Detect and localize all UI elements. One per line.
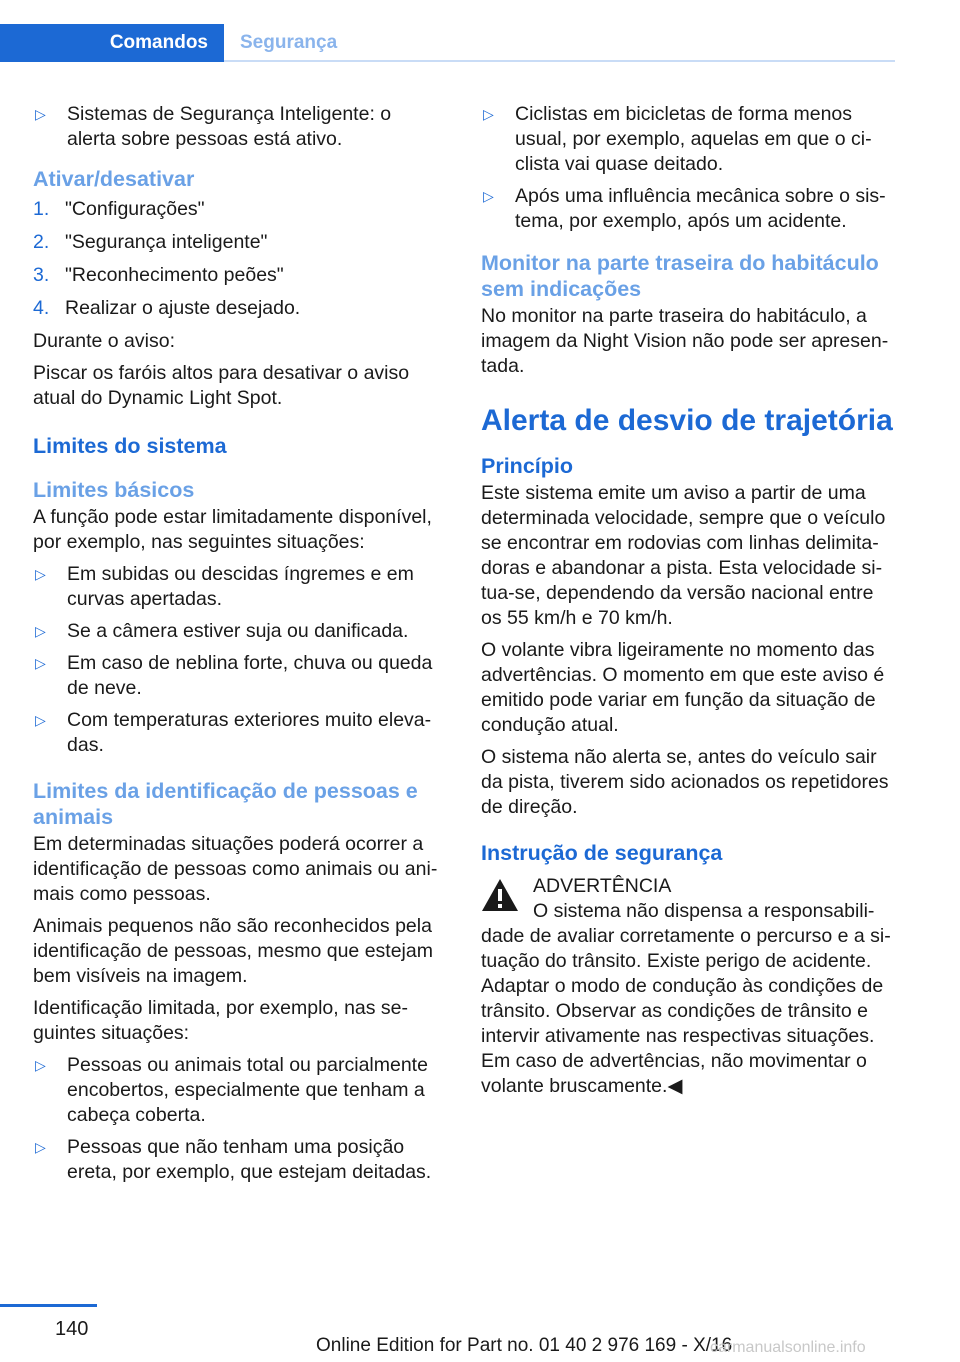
step-item — [33, 230, 445, 255]
section-tab-seguranca-label: Segurança — [240, 32, 338, 53]
list-item-text: Após uma influência mecânica sobre o sis-tema, por exemplo, após um acidente. — [515, 185, 886, 232]
heading-principio: Princípio — [481, 454, 573, 478]
warning-text: O sistema não dispensa a responsabili-dade de avaliar corretamente o percurso e a si-tuação do trânsito. Existe perigo de acidente. Adaptar o modo de condução às condições de trânsito. Observar as condições de trânsito e intervir ativamente nas respectivas situações. Em caso de advertências, não movimentar o volante bruscamente.◀ — [481, 900, 891, 1097]
step-number: 1. — [33, 198, 50, 220]
warning-title: ADVERTÊNCIA — [533, 875, 672, 897]
list-item — [481, 184, 897, 234]
list-item-text: Ciclistas em bicicletas de forma menos usual, por exemplo, aquelas em que o ci-clista vai quase deitado. — [515, 103, 872, 175]
section-tab-comandos-label: Comandos — [109, 32, 208, 53]
list-item — [33, 562, 445, 612]
heading-ativar: Ativar/desativar — [33, 167, 195, 191]
paragraph: A função pode estar limitadamente disponível, por exemplo, nas seguintes situações: — [33, 506, 432, 553]
page-number: 140 — [55, 1318, 89, 1340]
triangle-bullet-icon: ▷ — [35, 623, 46, 639]
step-text: Realizar o ajuste desejado. — [65, 297, 301, 319]
list-item — [33, 1053, 445, 1128]
list-item-text: Sistemas de Segurança Inteligente: o alerta sobre pessoas está ativo. — [67, 103, 392, 150]
list-item — [33, 102, 445, 152]
step-text: "Reconhecimento peões" — [65, 264, 284, 286]
step-number: 3. — [33, 264, 50, 286]
section-tab-seguranca — [240, 24, 337, 62]
paragraph: Este sistema emite um aviso a partir de uma determinada velocidade, sempre que o veículo se encontrar em rodovias com linhas delimita-doras e abandonar a pista. Esta velocidade si-tua-se, dependendo da versão nacional entre os 55 km/h e 70 km/h. — [481, 482, 886, 629]
list-item — [481, 102, 897, 177]
paragraph: O sistema não alerta se, antes do veículo sair da pista, tiverem sido acionados os repetidores de direção. — [481, 746, 889, 818]
section-tab-comandos — [0, 24, 224, 62]
step-item — [33, 197, 445, 222]
footer-rule — [0, 1304, 97, 1307]
list-item — [33, 1135, 445, 1185]
heading-limites-basicos: Limites básicos — [33, 478, 195, 502]
triangle-bullet-icon: ▷ — [483, 106, 494, 122]
warning-block — [481, 874, 897, 899]
paragraph: Em determinadas situações poderá ocorrer a identificação de pessoas como animais ou ani-mais como pessoas. — [33, 833, 438, 905]
watermark: carmanualsonline.info — [710, 1339, 866, 1356]
triangle-bullet-icon: ▷ — [35, 566, 46, 582]
step-item — [33, 263, 445, 288]
paragraph: Identificação limitada, por exemplo, nas se-guintes situações: — [33, 997, 409, 1044]
right-column — [481, 100, 897, 1099]
triangle-bullet-icon: ▷ — [35, 1139, 46, 1155]
step-number: 2. — [33, 231, 50, 253]
heading-limites-sistema: Limites do sistema — [33, 434, 227, 458]
heading-monitor: Monitor na parte traseira do habitáculo sem indicações — [481, 251, 879, 301]
triangle-bullet-icon: ▷ — [35, 1057, 46, 1073]
paragraph: Piscar os faróis altos para desativar o aviso atual do Dynamic Light Spot. — [33, 362, 410, 409]
paragraph: O volante vibra ligeiramente no momento das advertências. O momento em que este aviso é emitido pode variar em função da situação de condução atual. — [481, 639, 885, 736]
triangle-bullet-icon: ▷ — [35, 106, 46, 122]
left-column — [33, 100, 445, 1192]
list-item — [33, 619, 445, 644]
list-item-text: Em caso de neblina forte, chuva ou queda de neve. — [67, 652, 433, 699]
heading-alerta-desvio: Alerta de desvio de trajetória — [481, 404, 893, 437]
list-item-text: Pessoas ou animais total ou parcialmente encobertos, especialmente que tenham a cabeça coberta. — [67, 1054, 428, 1126]
triangle-bullet-icon: ▷ — [35, 712, 46, 728]
list-item-text: Com temperaturas exteriores muito eleva-das. — [67, 709, 432, 756]
list-item-text: Pessoas que não tenham uma posição ereta, por exemplo, que estejam deitadas. — [67, 1136, 432, 1183]
step-text: "Configurações" — [65, 198, 205, 220]
step-number: 4. — [33, 297, 50, 319]
warning-triangle-icon — [481, 878, 519, 912]
step-item — [33, 296, 445, 321]
paragraph: No monitor na parte traseira do habitáculo, a imagem da Night Vision não pode ser apresen-tada. — [481, 305, 889, 377]
triangle-bullet-icon: ▷ — [483, 188, 494, 204]
step-text: "Segurança inteligente" — [65, 231, 268, 253]
header-rule — [224, 60, 895, 62]
triangle-bullet-icon: ▷ — [35, 655, 46, 671]
list-item-text: Em subidas ou descidas íngremes e em curvas apertadas. — [67, 563, 414, 610]
paragraph: Animais pequenos não são reconhecidos pela identificação de pessoas, mesmo que estejam bem visíveis na imagem. — [33, 915, 433, 987]
heading-identificacao: Limites da identificação de pessoas e animais — [33, 779, 418, 829]
page-header — [0, 0, 895, 64]
heading-instrucao: Instrução de segurança — [481, 841, 723, 865]
list-item — [33, 651, 445, 701]
footer-edition: Online Edition for Part no. 01 40 2 976 169 - X/16 — [316, 1335, 733, 1356]
list-item-text: Se a câmera estiver suja ou danificada. — [67, 620, 409, 642]
paragraph: Durante o aviso: — [33, 330, 175, 352]
list-item — [33, 708, 445, 758]
